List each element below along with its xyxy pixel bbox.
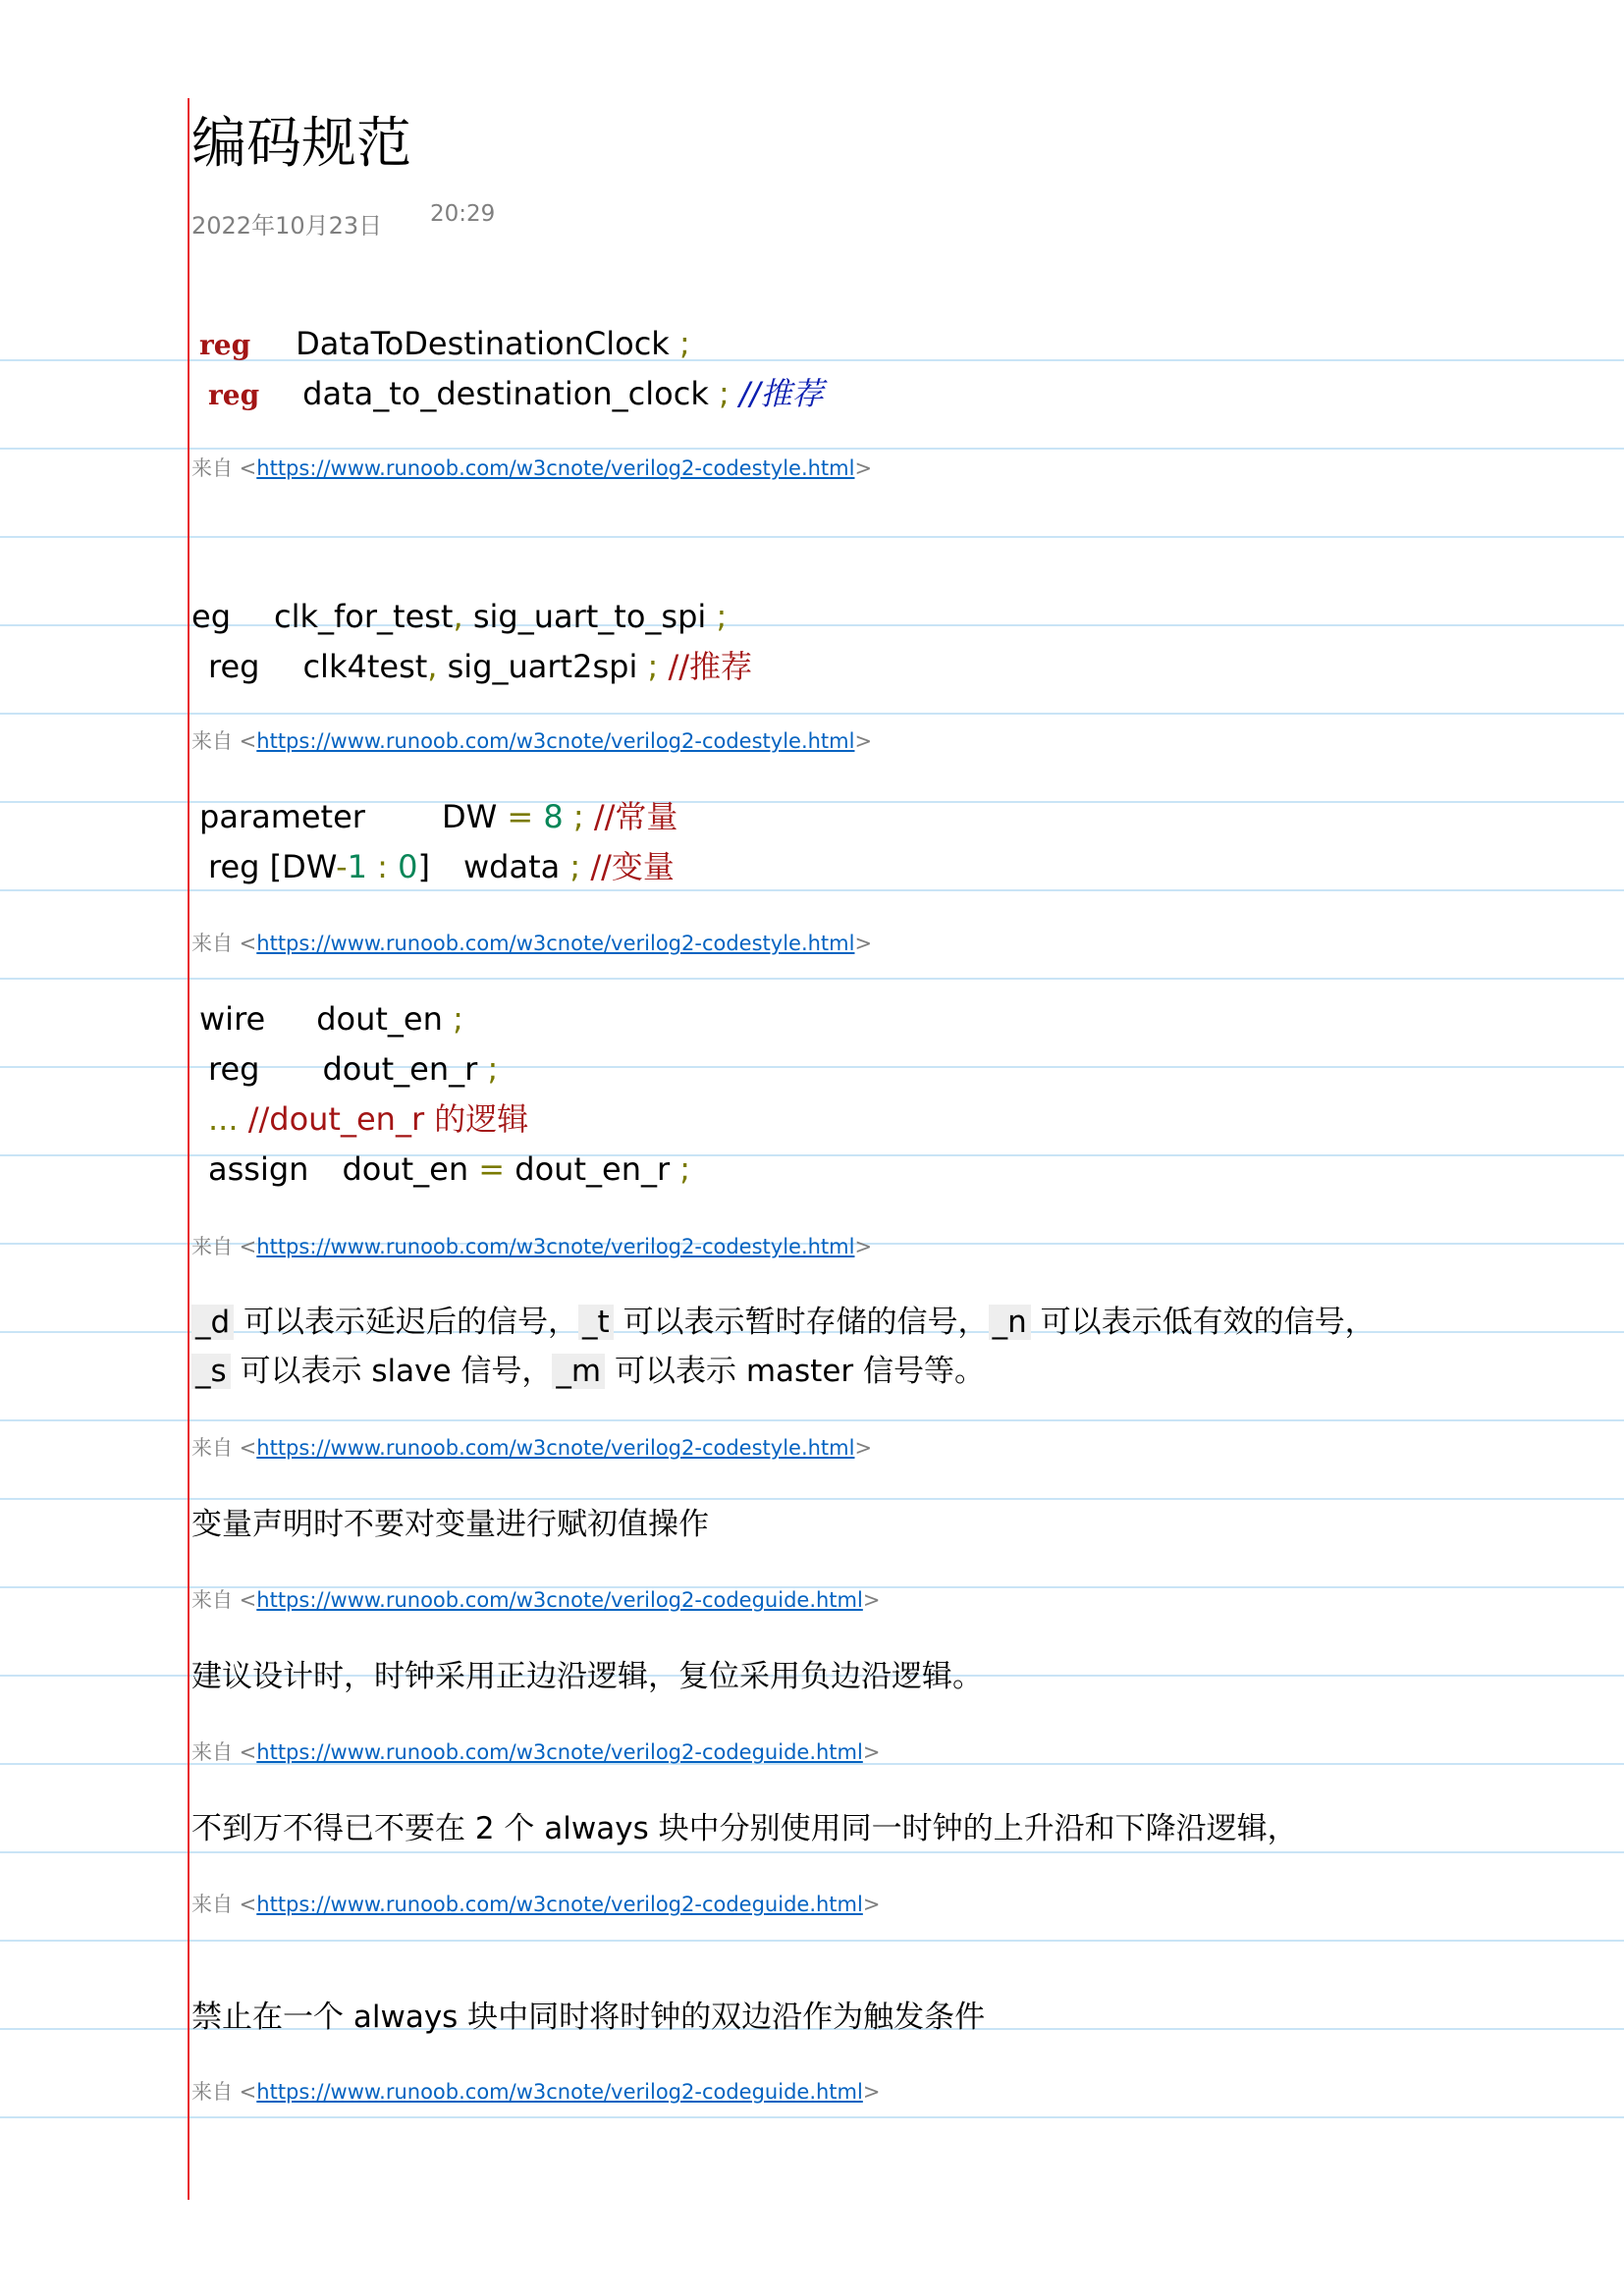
suffix-paragraph: [191, 1298, 1409, 1396]
paragraph-text: 可以表示低有效的信号，: [1040, 1305, 1376, 1340]
source-line: 来自 <https://www.runoob.com/w3cnote/verilog2-codestyle.html>: [191, 1235, 873, 1258]
identifier: clk4test: [302, 648, 428, 685]
code-line: [208, 1049, 498, 1089]
semicolon: ;: [569, 848, 581, 885]
identifier: DataToDestinationClock: [296, 325, 670, 362]
identifier: sig_uart2spi: [447, 648, 638, 685]
comment: //变量: [590, 848, 675, 885]
comment: //推荐: [738, 375, 824, 412]
ruled-line: [0, 978, 1624, 980]
source-line: 来自 <https://www.runoob.com/w3cnote/verilog2-codeguide.html>: [191, 2080, 881, 2104]
ruled-line: [0, 2116, 1624, 2118]
code-line: [208, 374, 824, 415]
suffix-tag: _t: [578, 1305, 614, 1340]
source-line: 来自 <https://www.runoob.com/w3cnote/verilog2-codestyle.html>: [191, 456, 873, 480]
semicolon: ;: [572, 798, 584, 835]
rule-text: 变量声明时不要对变量进行赋初值操作: [191, 1507, 709, 1542]
paragraph-text: 可以表示暂时存储的信号，: [623, 1305, 989, 1340]
source-link[interactable]: https://www.runoob.com/w3cnote/verilog2-codeguide.html: [256, 2080, 863, 2104]
source-link[interactable]: https://www.runoob.com/w3cnote/verilog2-codestyle.html: [256, 729, 855, 753]
ruled-line: [0, 536, 1624, 538]
keyword: wire: [199, 1000, 266, 1038]
source-line: 来自 <https://www.runoob.com/w3cnote/verilog2-codeguide.html>: [191, 1893, 881, 1916]
keyword: reg: [208, 379, 260, 411]
comma: ,: [453, 598, 463, 635]
code-line: [208, 1149, 690, 1189]
rule-text: 不到万不得已不要在 2 个 always 块中分别使用同一时钟的上升沿和下降沿逻辑，: [191, 1811, 1298, 1846]
source-line: 来自 <https://www.runoob.com/w3cnote/verilog2-codeguide.html>: [191, 1740, 881, 1764]
ruled-line: [0, 1940, 1624, 1942]
number: 8: [543, 798, 564, 835]
suffix-tag: _d: [191, 1305, 234, 1340]
colon: :: [377, 848, 388, 885]
page-date: 2022年10月23日: [191, 212, 383, 240]
identifier: clk_for_test: [274, 598, 454, 635]
source-prefix: 来自: [191, 1740, 233, 1764]
ellipsis: ...: [208, 1100, 239, 1138]
keyword: eg: [191, 598, 231, 635]
keyword: parameter: [199, 798, 365, 835]
semicolon: ;: [678, 325, 690, 362]
identifier: data_to_destination_clock: [302, 375, 709, 412]
suffix-tag: _n: [989, 1305, 1031, 1340]
suffix-tag: _m: [552, 1354, 605, 1389]
code-line: [199, 324, 690, 365]
identifier: sig_uart_to_spi: [472, 598, 707, 635]
bracket-close: ]: [417, 848, 430, 885]
paragraph-text: 可以表示延迟后的信号，: [244, 1305, 579, 1340]
source-link[interactable]: https://www.runoob.com/w3cnote/verilog2-codeguide.html: [256, 1893, 863, 1916]
source-prefix: 来自: [191, 456, 233, 480]
source-link[interactable]: https://www.runoob.com/w3cnote/verilog2-codestyle.html: [256, 932, 855, 955]
comment: //dout_en_r 的逻辑: [247, 1100, 529, 1138]
code-line: [208, 647, 752, 686]
source-prefix: 来自: [191, 932, 233, 955]
identifier: dout_en: [316, 1000, 443, 1038]
margin-line: [188, 98, 189, 2200]
identifier: wdata: [462, 848, 561, 885]
paragraph-text: 可以表示 slave 信号，: [240, 1354, 553, 1389]
ruled-line: [0, 713, 1624, 715]
identifier: dout_en_r: [322, 1050, 478, 1088]
source-prefix: 来自: [191, 729, 233, 753]
source-line: 来自 <https://www.runoob.com/w3cnote/verilog2-codestyle.html>: [191, 932, 873, 955]
semicolon: ;: [487, 1050, 499, 1088]
code-line: [199, 797, 677, 836]
source-line: 来自 <https://www.runoob.com/w3cnote/verilog2-codestyle.html>: [191, 729, 873, 753]
source-prefix: 来自: [191, 2080, 233, 2104]
source-prefix: 来自: [191, 1588, 233, 1612]
keyword: reg: [208, 648, 260, 685]
number: 0: [398, 848, 418, 885]
rule-text: 禁止在一个 always 块中同时将时钟的双边沿作为触发条件: [191, 2000, 986, 2035]
source-link[interactable]: https://www.runoob.com/w3cnote/verilog2-codeguide.html: [256, 1740, 863, 1764]
ruled-line: [0, 448, 1624, 450]
identifier: DW: [441, 798, 498, 835]
page-title: 编码规范: [191, 112, 411, 176]
source-prefix: 来自: [191, 1436, 233, 1460]
source-link[interactable]: https://www.runoob.com/w3cnote/verilog2-codestyle.html: [256, 1436, 855, 1460]
source-link[interactable]: https://www.runoob.com/w3cnote/verilog2-codestyle.html: [256, 456, 855, 480]
comment: //常量: [593, 798, 678, 835]
source-line: 来自 <https://www.runoob.com/w3cnote/verilog2-codestyle.html>: [191, 1436, 873, 1460]
rule-text: 建议设计时，时钟采用正边沿逻辑，复位采用负边沿逻辑。: [191, 1659, 983, 1694]
code-line: [191, 597, 727, 636]
comment: //推荐: [668, 648, 753, 685]
keyword: assign: [208, 1150, 309, 1188]
semicolon: ;: [453, 1000, 463, 1038]
suffix-tag: _s: [191, 1354, 231, 1389]
code-line: [208, 847, 675, 886]
operator: -: [336, 848, 348, 885]
identifier: dout_en_r: [514, 1150, 671, 1188]
source-line: 来自 <https://www.runoob.com/w3cnote/verilog2-codeguide.html>: [191, 1588, 881, 1612]
ruled-line: [0, 1419, 1624, 1421]
semicolon: ;: [719, 375, 730, 412]
identifier: dout_en: [342, 1150, 469, 1188]
source-link[interactable]: https://www.runoob.com/w3cnote/verilog2-codeguide.html: [256, 1588, 863, 1612]
keyword: reg: [208, 1050, 260, 1088]
keyword: reg: [208, 848, 260, 885]
operator: =: [478, 1150, 506, 1188]
semicolon: ;: [716, 598, 728, 635]
page-time: 20:29: [430, 201, 496, 227]
code-line: [199, 999, 463, 1039]
source-prefix: 来自: [191, 1235, 233, 1258]
bracket-open: [DW: [269, 848, 337, 885]
keyword: reg: [199, 329, 251, 361]
ruled-line: [0, 889, 1624, 891]
source-prefix: 来自: [191, 1893, 233, 1916]
semicolon: ;: [647, 648, 659, 685]
code-line: [208, 1099, 528, 1139]
source-link[interactable]: https://www.runoob.com/w3cnote/verilog2-codestyle.html: [256, 1235, 855, 1258]
paragraph-text: 可以表示 master 信号等。: [614, 1354, 985, 1389]
operator: =: [507, 798, 534, 835]
number: 1: [347, 848, 367, 885]
comma: ,: [427, 648, 438, 685]
semicolon: ;: [679, 1150, 691, 1188]
